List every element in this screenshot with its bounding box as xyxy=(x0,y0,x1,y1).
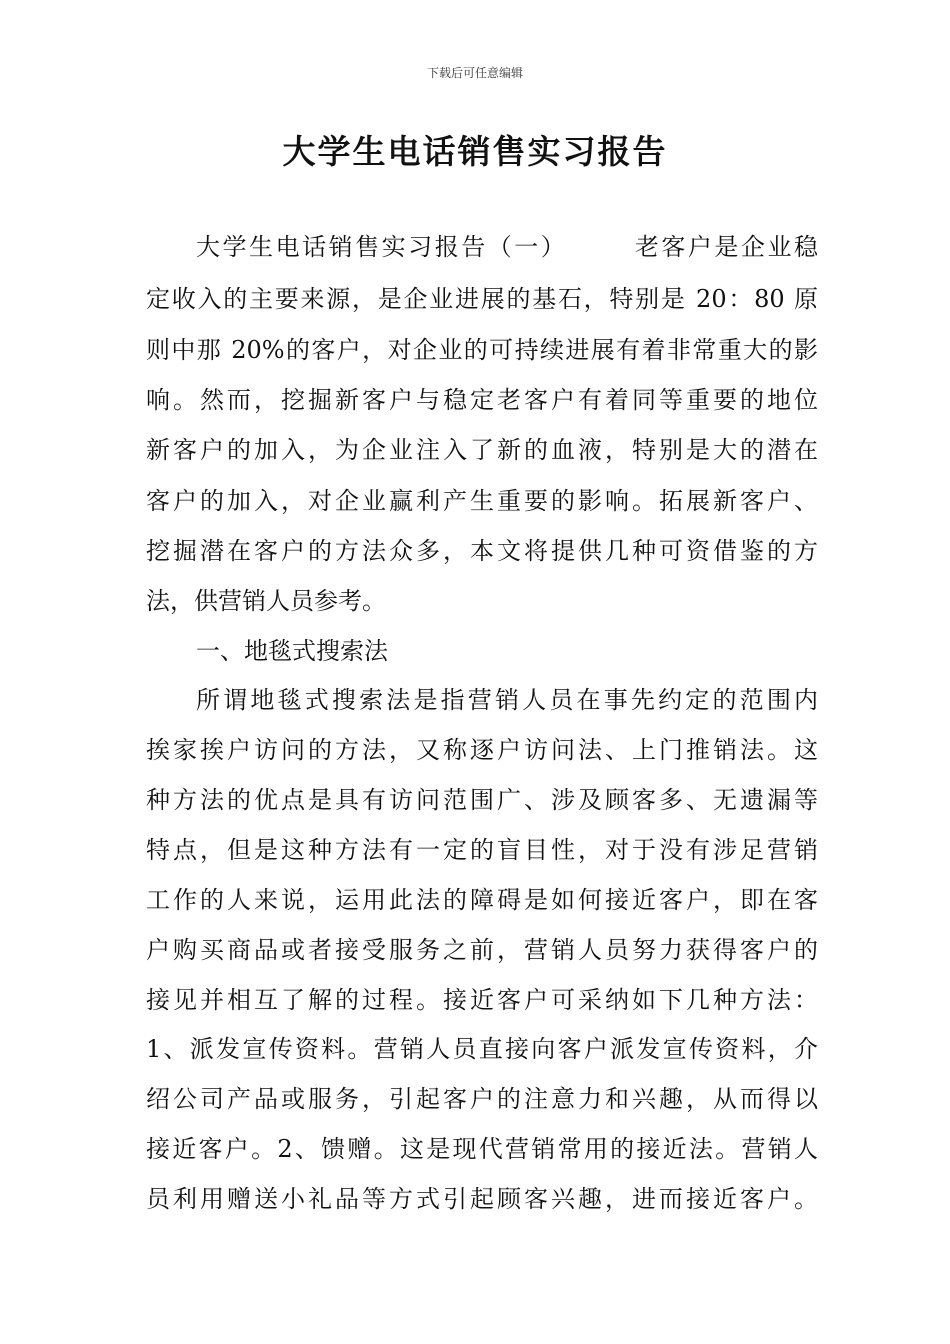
paragraph-line: 户购买商品或者接受服务之前，营销人员努力获得客户的 xyxy=(146,936,818,964)
paragraph-line: 挨家挨户访问的方法，又称逐户访问法、上门推销法。这 xyxy=(146,736,818,764)
paragraph-line: 工作的人来说，运用此法的障碍是如何接近客户，即在客 xyxy=(146,886,818,914)
paragraph-line: 大学生电话销售实习报告（一） 老客户是企业稳 xyxy=(196,233,818,261)
paragraph-line: 1、派发宣传资料。营销人员直接向客户派发宣传资料，介 xyxy=(146,1035,818,1063)
paragraph-line: 特点，但是这种方法有一定的盲目性，对于没有涉足营销 xyxy=(146,836,818,864)
paragraph-line: 响。然而，挖掘新客户与稳定老客户有着同等重要的地位 xyxy=(146,386,818,414)
paragraph-line: 新客户的加入，为企业注入了新的血液，特别是大的潜在 xyxy=(146,436,818,464)
paragraph-line: 所谓地毯式搜索法是指营销人员在事先约定的范围内 xyxy=(196,686,818,714)
paragraph-line: 员利用赠送小礼品等方式引起顾客兴趣，进而接近客户。 xyxy=(146,1185,818,1213)
paragraph-line: 客户的加入，对企业赢利产生重要的影响。拓展新客户、 xyxy=(146,487,818,515)
paragraph-line: 挖掘潜在客户的方法众多，本文将提供几种可资借鉴的方 xyxy=(146,537,818,565)
section-heading: 一、地毯式搜索法 xyxy=(196,637,388,665)
paragraph-line: 接见并相互了解的过程。接近客户可采纳如下几种方法： xyxy=(146,986,818,1014)
document-title: 大学生电话销售实习报告 xyxy=(282,132,668,171)
paragraph-line: 法，供营销人员参考。 xyxy=(146,587,386,615)
paragraph-line: 则中那 20%的客户，对企业的可持续进展有着非常重大的影 xyxy=(146,336,818,364)
paragraph-line: 定收入的主要来源，是企业进展的基石，特别是 20：80 原 xyxy=(146,285,818,313)
paragraph-line: 绍公司产品或服务，引起客户的注意力和兴趣，从而得以 xyxy=(146,1085,818,1113)
header-note: 下载后可任意编辑 xyxy=(426,66,523,80)
paragraph-line: 接近客户。2、馈赠。这是现代营销常用的接近法。营销人 xyxy=(146,1135,818,1163)
paragraph-line: 种方法的优点是具有访问范围广、涉及顾客多、无遗漏等 xyxy=(146,786,818,814)
